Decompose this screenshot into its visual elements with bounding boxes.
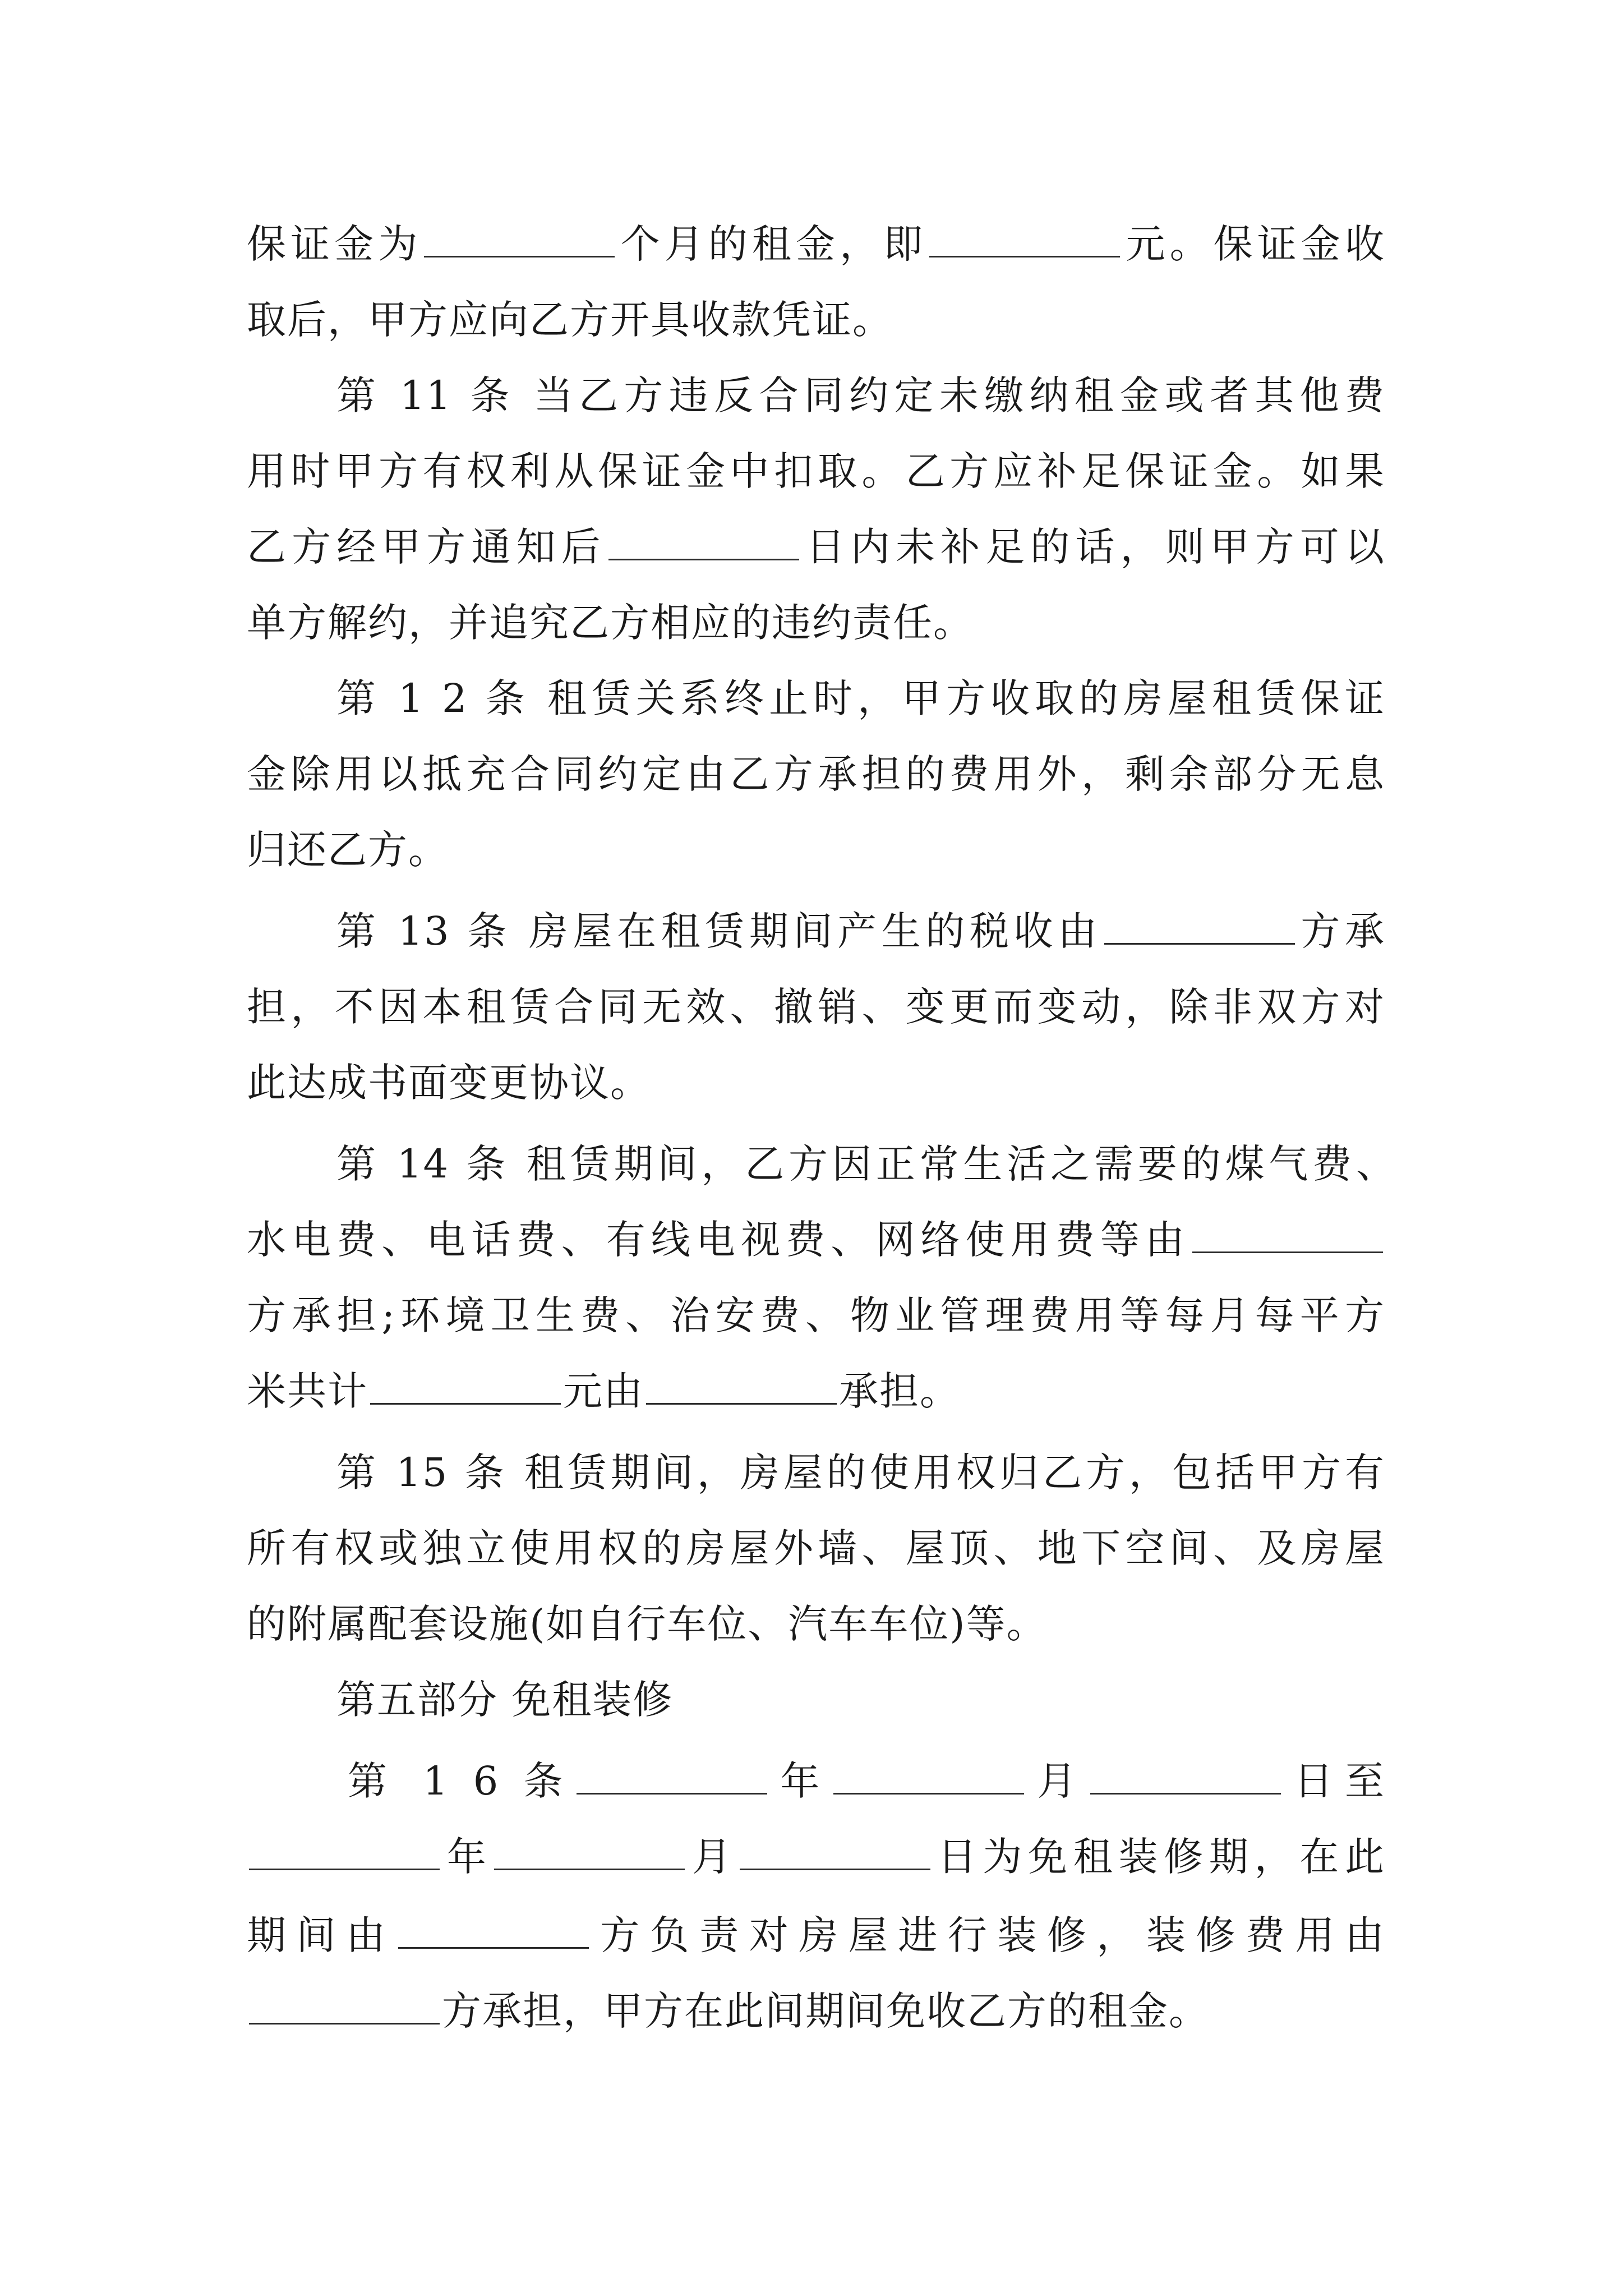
text-segment: 方承担，甲方在此间期间免收乙方的租金。	[442, 1988, 1209, 2034]
text-segment: 第 11 条 当乙方违反合同约定未缴纳租金或者其他费	[336, 372, 1385, 418]
fill-in-blank	[1192, 1219, 1383, 1253]
article-heading-line	[336, 365, 1385, 426]
fill-in-blank	[577, 1760, 767, 1795]
text-segment: 方承担;环境卫生费、治安费、物业管理费用等每月每平方	[247, 1292, 1385, 1338]
text-segment: 金除用以抵充合同约定由乙方承担的费用外，剩余部分无息	[247, 751, 1385, 797]
text-segment: 取后，甲方应向乙方开具收款凭证。	[247, 297, 893, 343]
text-segment: 年	[769, 1758, 832, 1804]
text-segment: 承担。	[839, 1368, 960, 1414]
fill-in-blank	[424, 223, 615, 257]
text-line	[247, 213, 1385, 275]
text-segment: 用时甲方有权利从保证金中扣取。乙方应补足保证金。如果	[247, 448, 1385, 494]
text-line	[247, 1285, 1385, 1346]
text-segment: 此达成书面变更协议。	[247, 1060, 651, 1106]
fill-in-blank	[1104, 910, 1295, 945]
text-line	[247, 743, 1385, 805]
text-segment: 所有权或独立使用权的房屋外墙、屋顶、地下空间、及房屋	[247, 1525, 1385, 1571]
fill-in-blank	[833, 1760, 1024, 1795]
text-segment: 米共计	[247, 1368, 368, 1414]
fill-in-blank	[608, 526, 799, 560]
text-line	[247, 1052, 1385, 1114]
text-segment: 日为免租装修期，在此	[932, 1834, 1386, 1880]
fill-in-blank	[1090, 1760, 1281, 1795]
text-segment: 担，不因本租赁合同无效、撤销、变更而变动，除非双方对	[247, 984, 1385, 1030]
text-segment: 元由	[563, 1368, 644, 1414]
text-line	[247, 1209, 1385, 1271]
text-segment: 元。保证金收	[1122, 221, 1386, 267]
text-segment: 第 15 条 租赁期间，房屋的使用权归乙方，包括甲方有	[336, 1450, 1385, 1496]
text-line	[247, 1360, 1385, 1422]
text-segment: 保证金为	[247, 221, 422, 267]
fill-in-blank	[929, 223, 1120, 257]
article-heading-line	[348, 1750, 1385, 1812]
text-segment: 归还乙方。	[247, 827, 449, 873]
text-line	[247, 1980, 1385, 2042]
article-heading-line	[336, 1442, 1385, 1503]
fill-in-blank	[370, 1370, 561, 1405]
fill-in-blank	[494, 1836, 685, 1870]
article-heading-line	[336, 668, 1385, 729]
text-line	[247, 1517, 1385, 1579]
text-line	[247, 1593, 1385, 1655]
fill-in-blank	[249, 1990, 440, 2024]
text-segment: 方负责对房屋进行装修，装修费用由	[591, 1912, 1386, 1958]
text-segment: 日内未补足的话，则甲方可以	[801, 524, 1386, 570]
text-line	[247, 516, 1385, 578]
text-segment: 乙方经甲方通知后	[247, 524, 606, 570]
text-segment: 第 14 条 租赁期间，乙方因正常生活之需要的煤气费、	[336, 1141, 1396, 1187]
text-segment: 第五部分 免租装修	[336, 1677, 674, 1723]
text-line	[247, 976, 1385, 1038]
text-segment: 日至	[1283, 1758, 1386, 1804]
text-segment: 第 1 6 条	[348, 1758, 575, 1804]
fill-in-blank	[646, 1370, 837, 1405]
fill-in-blank	[249, 1836, 440, 1870]
text-line	[247, 592, 1385, 654]
fill-in-blank	[398, 1915, 589, 1949]
article-heading-line	[336, 1133, 1396, 1195]
text-segment: 年	[442, 1834, 492, 1880]
text-line	[247, 289, 1385, 351]
article-heading-line	[336, 900, 1385, 962]
text-segment: 月	[687, 1834, 737, 1880]
text-line	[247, 1904, 1385, 1966]
text-segment: 方承	[1297, 908, 1385, 954]
text-segment: 单方解约，并追究乙方相应的违约责任。	[247, 600, 974, 646]
text-segment: 月	[1026, 1758, 1089, 1804]
text-segment: 个月的租金，即	[617, 221, 928, 267]
text-segment: 期间由	[247, 1912, 396, 1958]
text-segment: 水电费、电话费、有线电视费、网络使用费等由	[247, 1217, 1190, 1263]
text-segment: 第 13 条 房屋在租赁期间产生的税收由	[336, 908, 1102, 954]
text-segment: 第 1 2 条 租赁关系终止时，甲方收取的房屋租赁保证	[336, 675, 1385, 721]
text-line	[247, 819, 1385, 881]
section-heading	[336, 1669, 1385, 1731]
text-segment: 的附属配套设施(如自行车位、汽车车位)等。	[247, 1601, 1047, 1647]
text-line	[247, 440, 1385, 502]
text-line	[247, 1826, 1385, 1888]
fill-in-blank	[740, 1836, 930, 1870]
